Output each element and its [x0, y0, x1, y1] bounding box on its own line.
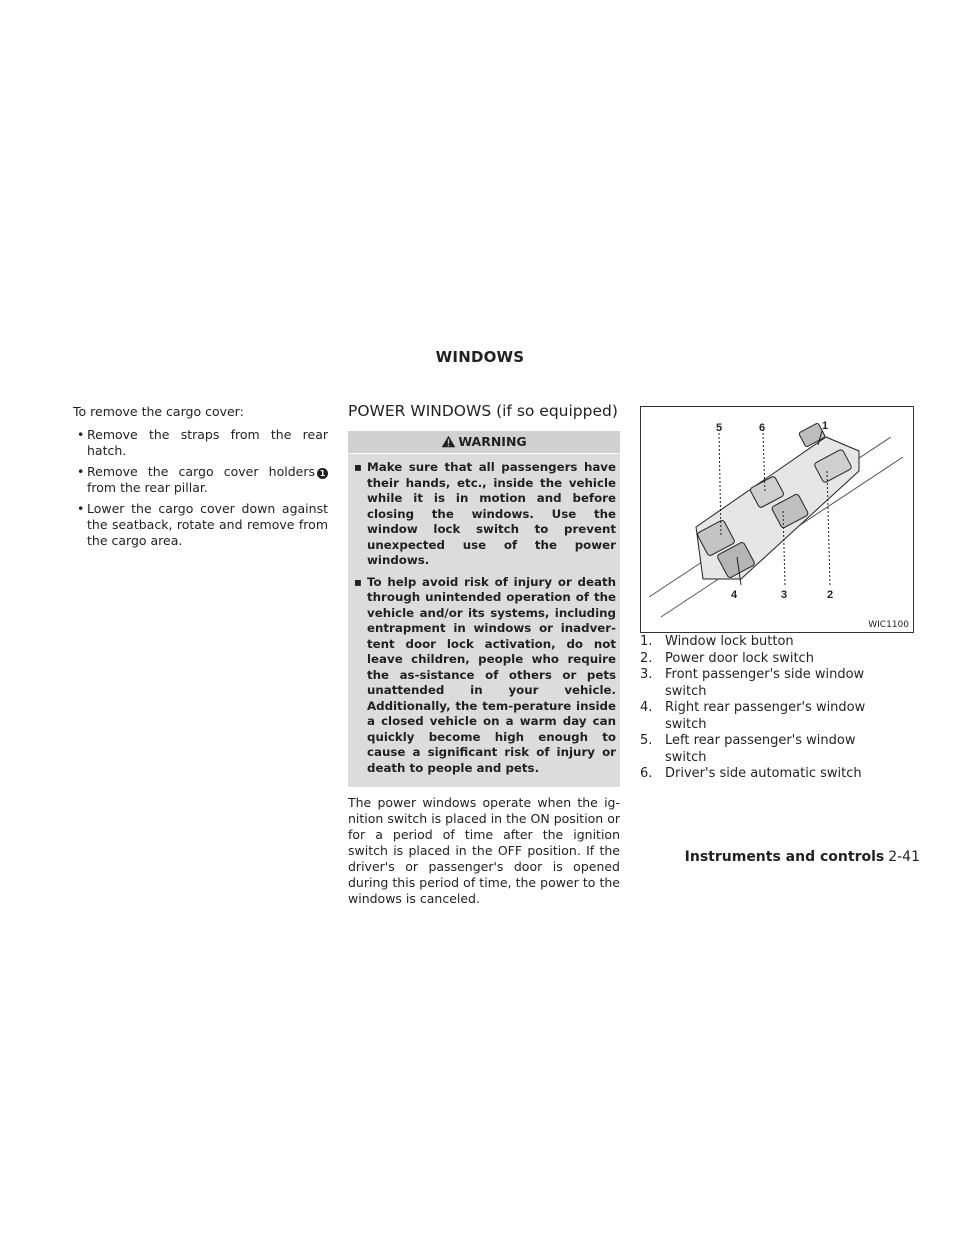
callout-3: 3 — [781, 589, 788, 601]
warning-item: ▪ Make sure that all passengers have their hands, etc., inside the vehicle while it is in motion and before closing the windows. Use the window lock switch to prevent unexpected use of the power windows. — [352, 460, 616, 569]
caption-item — [640, 700, 915, 733]
warning-list — [348, 454, 620, 787]
page-number: 2-41 — [888, 849, 920, 865]
caption-item — [640, 651, 915, 668]
callout-1-marker: 1 — [317, 468, 328, 479]
callout-4: 4 — [731, 589, 738, 601]
callout-2: 2 — [827, 589, 834, 601]
section-heading: WINDOWS — [435, 348, 525, 366]
caption-text: Power door lock switch — [665, 650, 814, 666]
caption-text: Right rear passenger's window — [665, 700, 866, 715]
caption-item — [640, 634, 915, 651]
cargo-step-1 — [73, 427, 328, 459]
caption-number: 3. — [640, 667, 653, 682]
power-windows-heading: POWER WINDOWS (if so equipped) — [348, 402, 618, 420]
caption-item — [640, 667, 915, 700]
figure-code: WIC1100 — [868, 620, 909, 630]
caption-number: 6. — [640, 766, 653, 781]
cargo-intro: To remove the cargo cover: — [73, 404, 244, 419]
page-footer — [685, 849, 920, 865]
cargo-steps-list — [73, 427, 328, 549]
warning-header — [348, 431, 620, 454]
warning-title: WARNING — [458, 434, 527, 449]
caption-number: 5. — [640, 733, 653, 748]
cargo-step-2 — [73, 464, 328, 496]
warning-triangle-icon — [441, 433, 456, 455]
warning-box — [348, 431, 620, 787]
caption-item — [640, 733, 915, 766]
cargo-step-3 — [73, 501, 328, 549]
figure-captions — [640, 634, 915, 783]
caption-number: 2. — [640, 650, 653, 666]
cargo-cover-instructions — [73, 404, 328, 549]
caption-continuation: switch — [665, 716, 707, 732]
caption-text: Window lock button — [665, 634, 794, 649]
cargo-step-1-text: Remove the straps from the rear hatch. — [87, 427, 328, 458]
callout-5: 5 — [716, 422, 723, 434]
caption-text: Left rear passenger's window — [665, 733, 856, 748]
caption-text: Front passenger's side window — [665, 667, 865, 682]
cargo-step-2-cont: from the rear pillar. — [87, 480, 208, 495]
caption-number: 1. — [640, 634, 653, 649]
warning-item: ▪ To help avoid risk of injury or death through unintended operation of the vehicle and/or its systems, including entrapment in windows or inadver-tent door lock activation, do not leave children, people who require the as-sistance of others or pets unattended in your vehicle. Additionally, the tem-perature inside a closed vehicle on a warm day can quickly become high enough to cause a significant risk of injury or death to people and pets. — [352, 575, 616, 777]
power-windows-body: The power windows operate when the ig-nition switch is placed in the ON position or for a period of time after the ignition switch is placed in the OFF position. If the driver's or passenger's door is opened during this period of time, the power to the windows is canceled. — [348, 795, 620, 906]
cargo-step-2-text: Remove the cargo cover holders — [87, 464, 315, 479]
caption-continuation: switch — [665, 683, 707, 699]
power-windows-section — [348, 402, 620, 907]
caption-number: 4. — [640, 700, 653, 715]
callout-6: 6 — [759, 422, 766, 434]
callout-1: 1 — [822, 420, 829, 432]
cargo-step-3-text: Lower the cargo cover down against the seatback, rotate and remove from the cargo area. — [87, 501, 328, 548]
caption-text: Driver's side automatic switch — [665, 766, 862, 781]
footer-section-title: Instruments and controls — [684, 849, 885, 865]
caption-item — [640, 766, 915, 783]
window-switch-figure — [640, 406, 914, 633]
window-switch-illustration — [641, 407, 913, 632]
caption-continuation: switch — [665, 749, 707, 765]
